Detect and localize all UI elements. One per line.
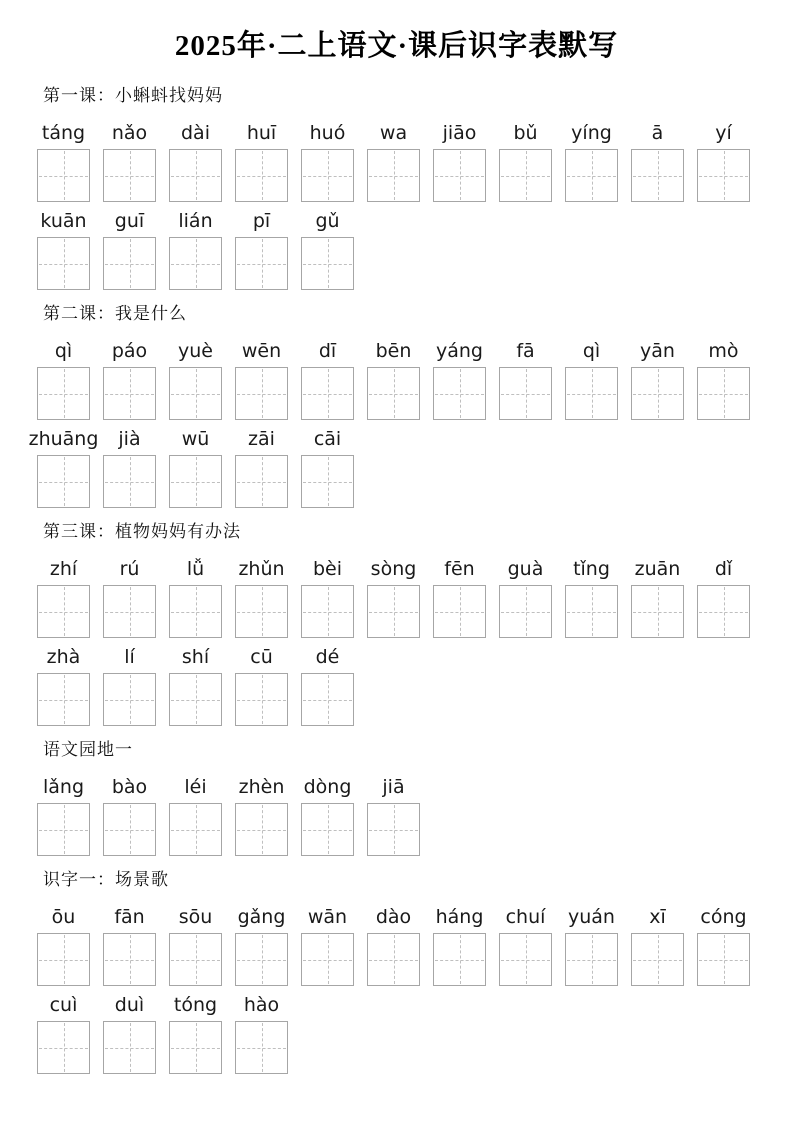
character-cell — [631, 340, 684, 420]
character-cell — [301, 122, 354, 202]
pinyin-label: tǐng — [573, 558, 610, 580]
tianzige-writing-box — [697, 367, 750, 420]
pinyin-grid-row — [28, 428, 769, 508]
tianzige-writing-box — [235, 585, 288, 638]
pinyin-label: hào — [243, 994, 280, 1016]
pinyin-label: zāi — [248, 428, 275, 450]
pinyin-label: fān — [114, 906, 145, 928]
character-cell — [499, 906, 552, 986]
pinyin-label: dòng — [303, 776, 352, 798]
pinyin-label: duì — [114, 994, 145, 1016]
pinyin-label: jiā — [382, 776, 405, 798]
pinyin-label: kuān — [40, 210, 87, 232]
tianzige-writing-box — [301, 367, 354, 420]
character-cell — [103, 558, 156, 638]
pinyin-label: zhí — [49, 558, 78, 580]
character-cell — [433, 122, 486, 202]
character-cell — [169, 994, 222, 1074]
tianzige-writing-box — [37, 367, 90, 420]
pinyin-label: ōu — [51, 906, 76, 928]
pinyin-label: gǎng — [237, 906, 286, 928]
tianzige-writing-box — [301, 585, 354, 638]
worksheet-section-1 — [37, 84, 769, 290]
tianzige-writing-box — [499, 585, 552, 638]
character-cell — [103, 994, 156, 1074]
pinyin-grid-row — [37, 210, 769, 290]
pinyin-label: shí — [181, 646, 210, 668]
sections-container — [28, 84, 769, 1074]
pinyin-label: cuì — [49, 994, 78, 1016]
character-cell — [103, 428, 156, 508]
tianzige-writing-box — [499, 149, 552, 202]
character-cell — [499, 558, 552, 638]
pinyin-label: guī — [114, 210, 145, 232]
worksheet-section-2 — [28, 302, 769, 508]
character-cell — [631, 122, 684, 202]
character-cell — [367, 906, 420, 986]
character-cell — [37, 210, 90, 290]
character-cell — [37, 994, 90, 1074]
section-heading: 第一课：小蝌蚪找妈妈 — [43, 86, 223, 105]
pinyin-label: lí — [124, 646, 135, 668]
pinyin-label: cāi — [313, 428, 342, 450]
pinyin-label: qì — [582, 340, 601, 362]
pinyin-label: bèi — [312, 558, 343, 580]
pinyin-label: qì — [54, 340, 73, 362]
character-cell — [499, 122, 552, 202]
pinyin-label: gǔ — [315, 210, 340, 232]
tianzige-writing-box — [565, 585, 618, 638]
character-cell — [433, 558, 486, 638]
character-cell — [28, 428, 99, 508]
pinyin-label: huī — [246, 122, 277, 144]
tianzige-writing-box — [301, 237, 354, 290]
character-cell — [565, 122, 618, 202]
pinyin-label: jià — [118, 428, 141, 450]
tianzige-writing-box — [235, 933, 288, 986]
tianzige-writing-box — [37, 585, 90, 638]
tianzige-writing-box — [433, 149, 486, 202]
tianzige-writing-box — [301, 933, 354, 986]
character-cell — [103, 210, 156, 290]
tianzige-writing-box — [37, 803, 90, 856]
character-cell — [103, 776, 156, 856]
tianzige-writing-box — [235, 673, 288, 726]
pinyin-label: yáng — [436, 340, 483, 362]
tianzige-writing-box — [37, 149, 90, 202]
pinyin-label: xī — [649, 906, 666, 928]
pinyin-label: tóng — [173, 994, 218, 1016]
character-cell — [103, 122, 156, 202]
character-cell — [37, 906, 90, 986]
pinyin-grid-row — [37, 776, 769, 856]
tianzige-writing-box — [433, 585, 486, 638]
tianzige-writing-box — [37, 933, 90, 986]
character-cell — [697, 906, 750, 986]
character-cell — [499, 340, 552, 420]
section-heading: 第二课：我是什么 — [43, 304, 187, 323]
character-cell — [235, 428, 288, 508]
section-heading: 识字一：场景歌 — [43, 870, 169, 889]
character-cell — [103, 340, 156, 420]
pinyin-label: dài — [181, 122, 210, 144]
tianzige-writing-box — [169, 367, 222, 420]
tianzige-writing-box — [367, 933, 420, 986]
character-cell — [37, 776, 90, 856]
pinyin-label: wēn — [241, 340, 282, 362]
character-cell — [169, 122, 222, 202]
pinyin-label: fēn — [444, 558, 475, 580]
pinyin-label: bào — [111, 776, 148, 798]
pinyin-label: mò — [708, 340, 739, 362]
section-heading: 语文园地一 — [43, 740, 133, 759]
character-cell — [235, 994, 288, 1074]
tianzige-writing-box — [235, 803, 288, 856]
character-cell — [169, 906, 222, 986]
character-cell — [433, 906, 486, 986]
tianzige-writing-box — [565, 149, 618, 202]
character-cell — [235, 646, 288, 726]
pinyin-label: guà — [507, 558, 544, 580]
pinyin-label: nǎo — [111, 122, 148, 144]
tianzige-writing-box — [631, 149, 684, 202]
tianzige-writing-box — [235, 367, 288, 420]
tianzige-writing-box — [301, 673, 354, 726]
tianzige-writing-box — [433, 933, 486, 986]
tianzige-writing-box — [103, 585, 156, 638]
pinyin-label: lǚ — [186, 558, 205, 580]
character-cell — [631, 558, 684, 638]
character-cell — [103, 646, 156, 726]
character-cell — [103, 906, 156, 986]
pinyin-label: dī — [318, 340, 337, 362]
tianzige-writing-box — [169, 149, 222, 202]
character-cell — [37, 558, 90, 638]
character-cell — [235, 558, 288, 638]
character-cell — [433, 340, 486, 420]
character-cell — [697, 340, 750, 420]
pinyin-grid-row — [37, 122, 769, 202]
character-cell — [37, 122, 90, 202]
tianzige-writing-box — [169, 237, 222, 290]
tianzige-writing-box — [169, 933, 222, 986]
pinyin-label: wa — [379, 122, 408, 144]
character-cell — [37, 340, 90, 420]
worksheet-section-4 — [37, 738, 769, 856]
character-cell — [367, 122, 420, 202]
pinyin-label: bēn — [375, 340, 412, 362]
pinyin-label: léi — [184, 776, 207, 798]
tianzige-writing-box — [235, 149, 288, 202]
pinyin-label: sòng — [370, 558, 417, 580]
tianzige-writing-box — [169, 803, 222, 856]
tianzige-writing-box — [367, 803, 420, 856]
pinyin-label: ā — [651, 122, 664, 144]
page-title: 2025年·二上语文·课后识字表默写 — [174, 30, 619, 62]
pinyin-label: zuān — [634, 558, 681, 580]
character-cell — [697, 558, 750, 638]
tianzige-writing-box — [499, 367, 552, 420]
tianzige-writing-box — [367, 367, 420, 420]
tianzige-writing-box — [103, 367, 156, 420]
pinyin-grid-row — [37, 558, 769, 638]
character-cell — [367, 340, 420, 420]
tianzige-writing-box — [169, 455, 222, 508]
tianzige-writing-box — [367, 149, 420, 202]
worksheet-section-3 — [37, 520, 769, 726]
tianzige-writing-box — [37, 673, 90, 726]
pinyin-label: zhèn — [238, 776, 285, 798]
section-heading: 第三课：植物妈妈有办法 — [43, 522, 241, 541]
pinyin-label: wū — [181, 428, 210, 450]
pinyin-label: fā — [516, 340, 535, 362]
character-cell — [301, 646, 354, 726]
pinyin-label: yíng — [571, 122, 612, 144]
pinyin-label: dé — [315, 646, 340, 668]
tianzige-writing-box — [103, 149, 156, 202]
character-cell — [169, 776, 222, 856]
pinyin-label: zhà — [46, 646, 81, 668]
tianzige-writing-box — [301, 455, 354, 508]
character-cell — [301, 558, 354, 638]
character-cell — [565, 906, 618, 986]
tianzige-writing-box — [631, 367, 684, 420]
pinyin-label: háng — [435, 906, 484, 928]
worksheet-section-5 — [37, 868, 769, 1074]
tianzige-writing-box — [169, 1021, 222, 1074]
tianzige-writing-box — [37, 455, 90, 508]
tianzige-writing-box — [103, 1021, 156, 1074]
character-cell — [301, 776, 354, 856]
tianzige-writing-box — [235, 1021, 288, 1074]
pinyin-label: rú — [119, 558, 140, 580]
pinyin-label: lián — [178, 210, 213, 232]
tianzige-writing-box — [103, 455, 156, 508]
tianzige-writing-box — [37, 1021, 90, 1074]
pinyin-label: yuán — [568, 906, 615, 928]
tianzige-writing-box — [169, 585, 222, 638]
pinyin-label: zhuāng — [28, 428, 99, 450]
pinyin-label: huó — [309, 122, 346, 144]
tianzige-writing-box — [631, 933, 684, 986]
character-cell — [169, 210, 222, 290]
tianzige-writing-box — [103, 933, 156, 986]
character-cell — [301, 906, 354, 986]
character-cell — [235, 340, 288, 420]
tianzige-writing-box — [301, 803, 354, 856]
tianzige-writing-box — [697, 585, 750, 638]
pinyin-label: sōu — [178, 906, 213, 928]
pinyin-label: yuè — [178, 340, 213, 362]
tianzige-writing-box — [169, 673, 222, 726]
tianzige-writing-box — [565, 367, 618, 420]
pinyin-label: bǔ — [513, 122, 538, 144]
tianzige-writing-box — [499, 933, 552, 986]
character-cell — [235, 210, 288, 290]
pinyin-label: yān — [640, 340, 675, 362]
pinyin-label: cū — [250, 646, 273, 668]
character-cell — [301, 210, 354, 290]
tianzige-writing-box — [301, 149, 354, 202]
pinyin-grid-row — [37, 994, 769, 1074]
pinyin-grid-row — [37, 340, 769, 420]
pinyin-label: lǎng — [42, 776, 85, 798]
character-cell — [301, 340, 354, 420]
pinyin-label: pī — [252, 210, 271, 232]
tianzige-writing-box — [103, 673, 156, 726]
pinyin-label: jiāo — [442, 122, 477, 144]
tianzige-writing-box — [433, 367, 486, 420]
tianzige-writing-box — [103, 803, 156, 856]
character-cell — [169, 558, 222, 638]
tianzige-writing-box — [697, 149, 750, 202]
tianzige-writing-box — [235, 455, 288, 508]
tianzige-writing-box — [235, 237, 288, 290]
character-cell — [697, 122, 750, 202]
character-cell — [631, 906, 684, 986]
pinyin-label: chuí — [505, 906, 546, 928]
character-cell — [565, 558, 618, 638]
character-cell — [169, 340, 222, 420]
character-cell — [169, 646, 222, 726]
pinyin-label: táng — [41, 122, 86, 144]
character-cell — [235, 906, 288, 986]
pinyin-label: cóng — [700, 906, 747, 928]
pinyin-label: wān — [307, 906, 348, 928]
character-cell — [169, 428, 222, 508]
tianzige-writing-box — [37, 237, 90, 290]
tianzige-writing-box — [631, 585, 684, 638]
tianzige-writing-box — [697, 933, 750, 986]
character-cell — [565, 340, 618, 420]
character-cell — [37, 646, 90, 726]
pinyin-label: zhǔn — [238, 558, 285, 580]
character-cell — [367, 776, 420, 856]
character-cell — [235, 776, 288, 856]
tianzige-writing-box — [103, 237, 156, 290]
character-cell — [235, 122, 288, 202]
character-cell — [301, 428, 354, 508]
pinyin-grid-row — [37, 906, 769, 986]
pinyin-label: dào — [375, 906, 412, 928]
tianzige-writing-box — [367, 585, 420, 638]
pinyin-label: dǐ — [714, 558, 733, 580]
pinyin-label: yí — [715, 122, 732, 144]
pinyin-label: páo — [111, 340, 148, 362]
tianzige-writing-box — [565, 933, 618, 986]
pinyin-grid-row — [37, 646, 769, 726]
character-cell — [367, 558, 420, 638]
